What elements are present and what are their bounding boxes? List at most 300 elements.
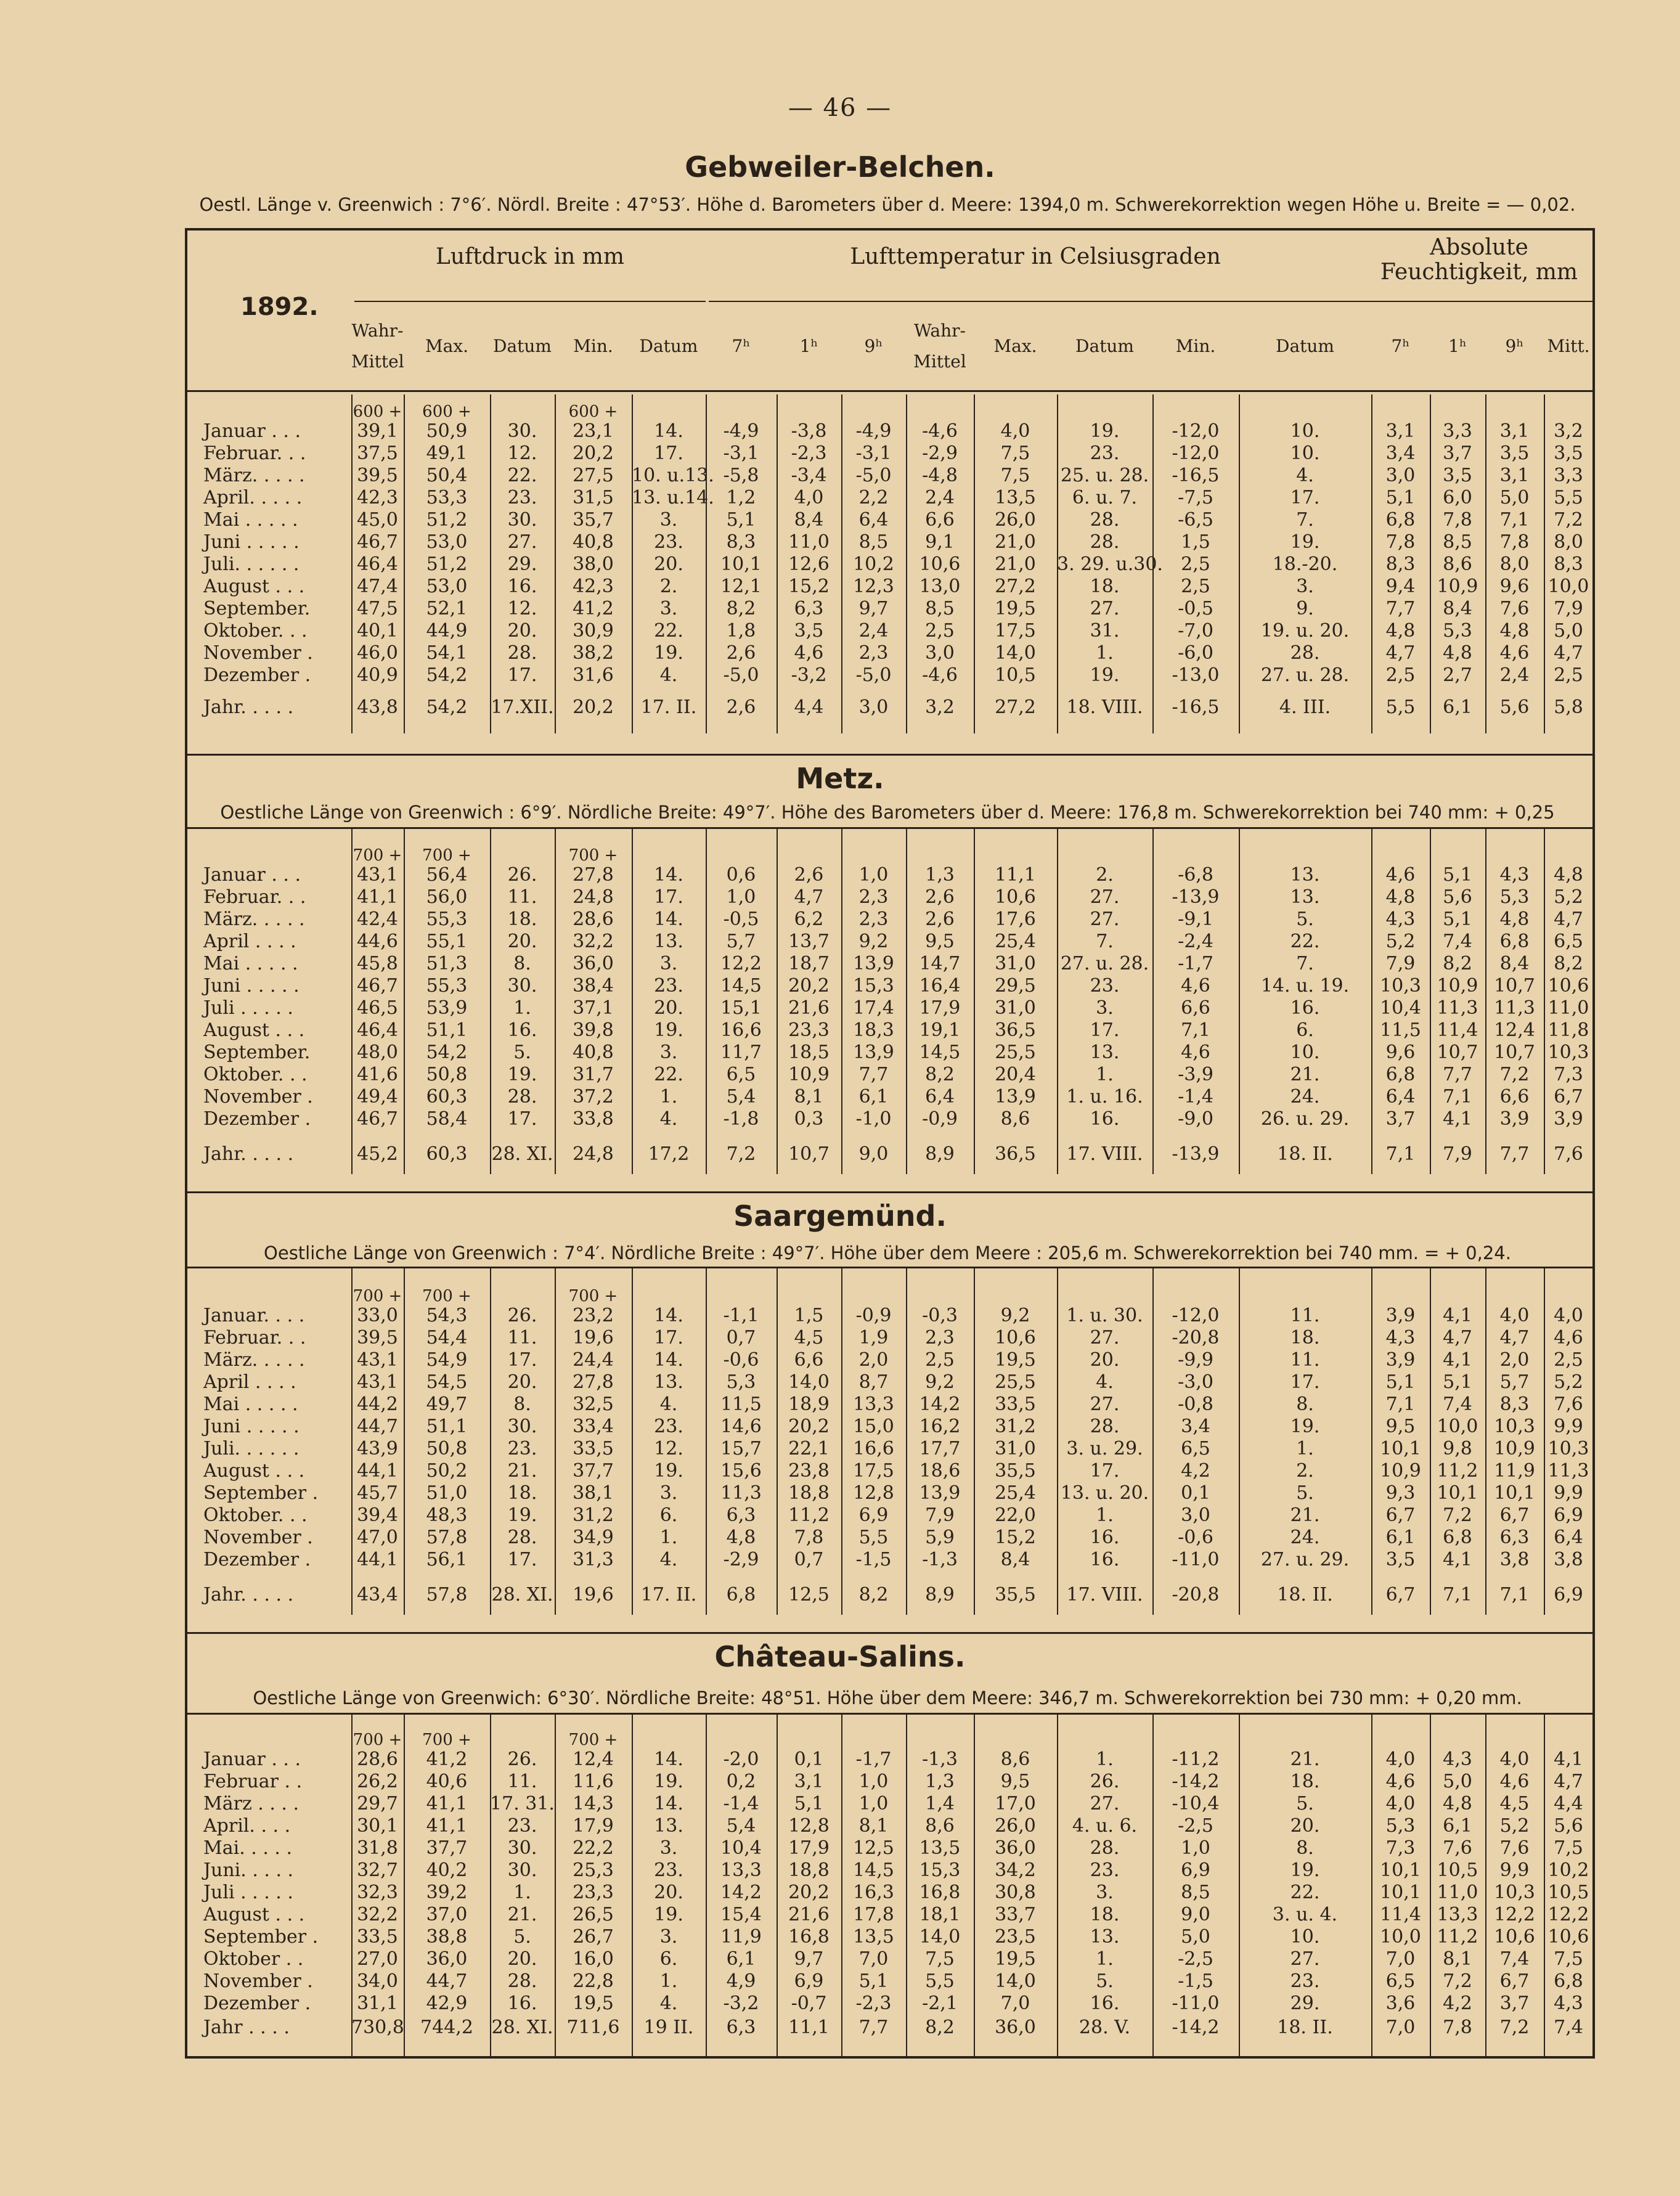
col-header-wahr-2: Mittel — [913, 351, 966, 372]
data-cell: 19,6 — [573, 1327, 614, 1349]
data-cell: 5. — [1096, 1970, 1114, 1992]
data-cell: 2,7 — [1443, 664, 1472, 686]
header-group-rule — [1365, 301, 1593, 302]
data-cell: 8,3 — [726, 531, 756, 553]
data-cell: -0,6 — [1178, 1527, 1213, 1548]
data-cell: 40,6 — [426, 1771, 468, 1792]
data-cell: 16,0 — [573, 1948, 614, 1970]
data-cell: 13. — [654, 931, 683, 952]
data-cell: 7,7 — [1443, 1064, 1472, 1085]
data-cell: 4,7 — [1385, 642, 1416, 664]
year-total-cell: 4,4 — [794, 696, 824, 718]
data-cell: 17. — [507, 1108, 537, 1130]
data-cell: 11. — [507, 886, 537, 908]
data-cell: 18. — [1090, 576, 1120, 597]
station-title: Château-Salins. — [714, 1640, 966, 1673]
data-cell: 6,1 — [1385, 1527, 1416, 1548]
month-label: August . . . — [203, 1460, 305, 1482]
data-cell: 15,2 — [788, 576, 830, 597]
header-temperature: Lufttemperatur in Celsiusgraden — [850, 244, 1221, 269]
data-cell: 17,4 — [853, 997, 894, 1019]
year-total-cell: 7,7 — [858, 2017, 889, 2038]
data-cell: 9,9 — [1554, 1482, 1583, 1504]
data-cell: 12,4 — [1494, 1019, 1535, 1041]
data-cell: 9,5 — [1000, 1771, 1030, 1792]
month-label: Mai . . . . . — [203, 953, 298, 974]
data-cell: -2,9 — [922, 443, 958, 464]
data-cell: -2,3 — [791, 443, 827, 464]
data-cell: 20. — [507, 1948, 537, 1970]
data-cell: 46,0 — [357, 642, 398, 664]
data-cell: 4,0 — [1499, 1749, 1530, 1770]
data-cell: 15,4 — [720, 1904, 762, 1925]
data-cell: -1,3 — [922, 1749, 958, 1770]
data-cell: 27. u. 28. — [1260, 664, 1350, 686]
data-cell: 14. — [654, 908, 683, 930]
data-cell: 3,7 — [1385, 1108, 1416, 1130]
data-cell: 44,7 — [426, 1970, 468, 1992]
data-cell: 1,5 — [1181, 531, 1210, 553]
data-cell: 13. — [654, 1371, 683, 1393]
data-cell: 13,9 — [919, 1482, 961, 1504]
data-cell: 8,6 — [1000, 1749, 1030, 1770]
data-cell: 8,4 — [794, 509, 824, 531]
data-cell: 31,7 — [573, 1064, 614, 1085]
data-cell: 16. — [507, 1019, 537, 1041]
year-total-cell: 17. II. — [640, 1584, 697, 1606]
data-cell: 4,2 — [1443, 1993, 1472, 2014]
data-cell: 23,3 — [788, 1019, 830, 1041]
data-cell: 54,1 — [426, 642, 468, 664]
data-cell: 10,3 — [1494, 1882, 1535, 1903]
month-label: Dezember . — [203, 1993, 311, 2014]
year-total-cell: 744,2 — [420, 2017, 473, 2038]
data-cell: 6,6 — [925, 509, 955, 531]
data-cell: 8,1 — [1443, 1948, 1472, 1970]
data-cell: 30,9 — [573, 620, 614, 642]
data-cell: 36,5 — [995, 1019, 1036, 1041]
data-cell: 5,1 — [794, 1793, 824, 1814]
data-cell: 1. — [659, 1086, 678, 1108]
month-label: Oktober. . . — [203, 1504, 308, 1526]
data-cell: 51,0 — [426, 1482, 468, 1504]
data-cell: 1,3 — [925, 864, 955, 886]
pressure-base-label: 700 + — [422, 1287, 471, 1305]
data-cell: 8,4 — [1499, 953, 1530, 974]
data-cell: 1. u. 30. — [1066, 1305, 1143, 1326]
year-total-cell: 7,1 — [1443, 1584, 1472, 1606]
data-cell: 10,1 — [720, 553, 762, 575]
data-cell: 16,6 — [720, 1019, 762, 1041]
month-label: September . — [203, 1926, 319, 1948]
pressure-base-label: 700 + — [422, 1731, 471, 1749]
data-cell: 5,6 — [1554, 1815, 1583, 1837]
year-total-cell: 7,9 — [1443, 1143, 1472, 1165]
data-cell: 50,4 — [426, 465, 468, 486]
data-cell: 17. 31. — [490, 1793, 555, 1814]
data-cell: 4,3 — [1385, 1327, 1416, 1349]
data-cell: 6,5 — [1181, 1438, 1210, 1459]
data-cell: 3,5 — [1385, 1549, 1416, 1570]
data-cell: 45,0 — [357, 509, 398, 531]
data-cell: -20,8 — [1172, 1327, 1220, 1349]
data-cell: 11,6 — [573, 1771, 614, 1792]
data-cell: 28. — [1290, 642, 1320, 664]
data-cell: 9,4 — [1385, 576, 1416, 597]
month-label: Februar. . . — [203, 886, 306, 908]
data-cell: 11,0 — [788, 531, 830, 553]
data-cell: 2,3 — [858, 886, 889, 908]
data-cell: 10,7 — [1437, 1042, 1478, 1063]
data-cell: 5,3 — [726, 1371, 756, 1393]
data-cell: 8,6 — [1000, 1108, 1030, 1130]
data-cell: 46,4 — [357, 553, 398, 575]
data-cell: 2,6 — [726, 642, 756, 664]
data-cell: 26,0 — [995, 509, 1036, 531]
data-cell: 10. u.13. — [632, 465, 714, 486]
year-total-cell: -16,5 — [1172, 696, 1220, 718]
data-cell: 1,8 — [726, 620, 756, 642]
data-cell: 30. — [507, 975, 537, 997]
data-cell: 36,0 — [995, 1837, 1036, 1859]
data-cell: -0,9 — [855, 1305, 892, 1326]
col-header-datum: Datum — [1075, 336, 1134, 356]
year-label: 1892. — [240, 293, 319, 321]
data-cell: 3. — [1296, 576, 1314, 597]
data-cell: 12,1 — [720, 576, 762, 597]
month-label: Juli . . . . . — [203, 997, 293, 1019]
data-cell: 8,1 — [794, 1086, 824, 1108]
data-cell: 5,2 — [1499, 1815, 1530, 1837]
data-cell: 6,8 — [1385, 509, 1416, 531]
data-cell: 15,3 — [853, 975, 894, 997]
data-cell: 30. — [507, 1416, 537, 1437]
data-cell: 10,9 — [1494, 1438, 1535, 1459]
data-cell: 9,7 — [794, 1948, 824, 1970]
year-row-label: Jahr. . . . . — [203, 696, 294, 718]
data-cell: 6. — [659, 1948, 678, 1970]
data-cell: 14,6 — [720, 1416, 762, 1437]
year-total-cell: 7,8 — [1443, 2017, 1472, 2038]
data-cell: 46,7 — [357, 1108, 398, 1130]
data-cell: 16,3 — [853, 1882, 894, 1903]
data-cell: 11,3 — [1547, 1460, 1589, 1482]
year-total-cell: 711,6 — [566, 2017, 620, 2038]
data-cell: 5,0 — [1554, 620, 1583, 642]
data-cell: 4. — [1096, 1371, 1114, 1393]
data-cell: 3,6 — [1385, 1993, 1416, 2014]
data-cell: 38,4 — [573, 975, 614, 997]
data-cell: 5,5 — [925, 1970, 955, 1992]
data-cell: -5,0 — [855, 664, 892, 686]
data-cell: 21. — [507, 1904, 537, 1925]
data-cell: 31,8 — [357, 1837, 398, 1859]
data-cell: 3,1 — [1499, 420, 1530, 442]
data-cell: 42,9 — [426, 1993, 468, 2014]
data-cell: 18. — [1090, 1904, 1120, 1925]
data-cell: -1,1 — [723, 1305, 759, 1326]
data-cell: 4,6 — [1181, 975, 1210, 997]
data-cell: 17,8 — [853, 1904, 894, 1925]
data-cell: 13,0 — [919, 576, 961, 597]
data-cell: 6,9 — [794, 1970, 824, 1992]
data-cell: 6,3 — [1499, 1527, 1530, 1548]
data-cell: 17. — [507, 664, 537, 686]
year-total-cell: 28. XI. — [491, 1584, 553, 1606]
data-cell: 0,1 — [794, 1749, 824, 1770]
data-cell: 3,4 — [1385, 443, 1416, 464]
data-cell: 36,0 — [426, 1948, 468, 1970]
data-cell: 11. — [1290, 1305, 1320, 1326]
pressure-base-label: 700 + — [568, 1731, 618, 1749]
data-cell: 20. — [507, 931, 537, 952]
data-cell: 5,3 — [1385, 1815, 1416, 1837]
data-cell: 13,3 — [720, 1859, 762, 1881]
data-cell: 3. — [1096, 1882, 1114, 1903]
data-cell: 44,1 — [357, 1549, 398, 1570]
data-cell: 21,6 — [788, 997, 830, 1019]
page-number: — 46 — — [788, 94, 892, 122]
year-total-cell: 19,6 — [573, 1584, 614, 1606]
pressure-base-label: 600 + — [568, 402, 618, 421]
data-cell: 12,4 — [573, 1749, 614, 1770]
data-cell: 7,9 — [925, 1504, 955, 1526]
data-cell: -1,5 — [1178, 1970, 1213, 1992]
data-cell: 9,2 — [858, 931, 889, 952]
data-cell: 22,8 — [573, 1970, 614, 1992]
data-cell: 8. — [513, 1394, 531, 1415]
data-cell: 11,8 — [1547, 1019, 1589, 1041]
year-total-cell: 17. VIII. — [1066, 1143, 1143, 1165]
data-cell: 13,9 — [995, 1086, 1036, 1108]
data-cell: 16,4 — [919, 975, 961, 997]
month-label: Januar . . . — [203, 420, 301, 442]
data-cell: 10,0 — [1547, 576, 1589, 597]
data-cell: 9,7 — [858, 598, 889, 619]
month-label: März. . . . . — [203, 1349, 305, 1371]
data-cell: 1,0 — [858, 1793, 889, 1814]
data-cell: 24. — [1290, 1086, 1320, 1108]
data-cell: 3. — [659, 509, 678, 531]
data-cell: 1,4 — [925, 1793, 955, 1814]
data-cell: 17,5 — [995, 620, 1036, 642]
data-cell: 4,7 — [794, 886, 824, 908]
data-cell: 10,1 — [1437, 1482, 1478, 1504]
data-cell: 5. — [513, 1926, 531, 1948]
year-total-cell: 18. VIII. — [1066, 696, 1143, 718]
data-cell: 6,3 — [794, 598, 824, 619]
data-cell: 26. — [507, 864, 537, 886]
data-cell: 21,6 — [788, 1904, 830, 1925]
data-cell: -7,0 — [1178, 620, 1213, 642]
data-cell: 1. u. 16. — [1066, 1086, 1143, 1108]
data-cell: 5,7 — [726, 931, 756, 952]
data-cell: 30. — [507, 509, 537, 531]
data-cell: 58,4 — [426, 1108, 468, 1130]
col-header-datum: Datum — [1276, 336, 1334, 356]
data-cell: 14,3 — [573, 1793, 614, 1814]
data-cell: 13. — [1290, 864, 1320, 886]
data-cell: 38,0 — [573, 553, 614, 575]
data-cell: 10,1 — [1380, 1882, 1421, 1903]
data-cell: 8,6 — [925, 1815, 955, 1837]
data-cell: -1,4 — [1178, 1086, 1213, 1108]
data-cell: 16. — [507, 576, 537, 597]
data-cell: 4. — [1296, 465, 1314, 486]
data-cell: 4. — [659, 1993, 678, 2014]
data-cell: 53,3 — [426, 487, 468, 508]
data-cell: 19. — [654, 1019, 683, 1041]
data-cell: 18,5 — [788, 1042, 830, 1063]
data-cell: 4,4 — [1554, 1793, 1583, 1814]
data-cell: 14,7 — [919, 953, 961, 974]
section-rule — [185, 827, 1595, 829]
data-cell: -2,9 — [723, 1549, 759, 1570]
month-label: August . . . — [203, 576, 305, 597]
data-cell: 10,6 — [995, 1327, 1036, 1349]
data-cell: 46,7 — [357, 975, 398, 997]
year-total-cell: 10,7 — [788, 1143, 830, 1165]
data-cell: 6,5 — [726, 1064, 756, 1085]
col-header-h7: 7ʰ — [1391, 336, 1410, 356]
data-cell: 3,8 — [1554, 1549, 1583, 1570]
data-cell: 4,0 — [1499, 1305, 1530, 1326]
year-total-cell: 11,1 — [788, 2017, 830, 2038]
data-cell: 4,7 — [1443, 1327, 1472, 1349]
data-cell: 8,0 — [1499, 553, 1530, 575]
year-row-label: Jahr . . . . — [203, 2017, 290, 2038]
year-total-cell: 730,8 — [351, 2017, 404, 2038]
data-cell: 6,1 — [858, 1086, 889, 1108]
data-cell: 4. u. 6. — [1072, 1815, 1138, 1837]
month-label: September. — [203, 598, 311, 619]
data-cell: 55,3 — [426, 908, 468, 930]
data-cell: 8,5 — [1181, 1882, 1210, 1903]
data-cell: 3. — [659, 1926, 678, 1948]
data-cell: 19. — [654, 642, 683, 664]
data-cell: 1,0 — [726, 886, 756, 908]
data-cell: 35,7 — [573, 509, 614, 531]
data-cell: 6,6 — [1499, 1086, 1530, 1108]
data-cell: 6. u. 7. — [1072, 487, 1138, 508]
data-cell: 3,7 — [1499, 1993, 1530, 2014]
data-cell: 3. — [659, 598, 678, 619]
month-label: Juli . . . . . — [203, 1882, 293, 1903]
data-cell: -10,4 — [1172, 1793, 1220, 1814]
month-label: Februar . . — [203, 1771, 303, 1792]
year-total-cell: 60,3 — [426, 1143, 468, 1165]
data-cell: 7,0 — [858, 1948, 889, 1970]
data-cell: 2,5 — [1554, 1349, 1583, 1371]
data-cell: -0,3 — [922, 1305, 958, 1326]
data-cell: 19. — [507, 1064, 537, 1085]
data-cell: 4,1 — [1443, 1108, 1472, 1130]
data-cell: 5,1 — [726, 509, 756, 531]
data-cell: 39,5 — [357, 465, 398, 486]
month-label: August . . . — [203, 1904, 305, 1925]
data-cell: 2,3 — [925, 1327, 955, 1349]
year-total-cell: 18. II. — [1277, 1143, 1333, 1165]
data-cell: 4,8 — [1385, 620, 1416, 642]
data-cell: 41,2 — [573, 598, 614, 619]
data-cell: 14. — [654, 1305, 683, 1326]
data-cell: 55,3 — [426, 975, 468, 997]
data-cell: 51,2 — [426, 553, 468, 575]
year-total-cell: 7,1 — [1385, 1143, 1416, 1165]
data-cell: -2,3 — [855, 1993, 892, 2014]
data-cell: 55,1 — [426, 931, 468, 952]
data-cell: 12. — [507, 598, 537, 619]
data-cell: 2,2 — [858, 487, 889, 508]
data-cell: 47,0 — [357, 1527, 398, 1548]
data-cell: 10,2 — [1547, 1859, 1589, 1881]
data-cell: 28. — [1090, 509, 1120, 531]
data-cell: -6,5 — [1178, 509, 1213, 531]
data-cell: 3,9 — [1499, 1108, 1530, 1130]
data-cell: 23,8 — [788, 1460, 830, 1482]
data-cell: 9,2 — [925, 1371, 955, 1393]
data-cell: 9,2 — [1000, 1305, 1030, 1326]
data-cell: 46,5 — [357, 997, 398, 1019]
data-cell: 1,3 — [925, 1771, 955, 1792]
data-cell: 1. — [1096, 1948, 1114, 1970]
data-cell: 4,2 — [1181, 1460, 1210, 1482]
data-cell: 7,1 — [1385, 1394, 1416, 1415]
data-cell: 31,1 — [357, 1993, 398, 2014]
data-cell: 32,2 — [573, 931, 614, 952]
data-cell: 40,8 — [573, 1042, 614, 1063]
data-cell: 24. — [1290, 1527, 1320, 1548]
data-cell: 1. — [1096, 1064, 1114, 1085]
data-cell: -2,4 — [1178, 931, 1213, 952]
data-cell: 27,8 — [573, 864, 614, 886]
data-cell: 5,1 — [1443, 864, 1472, 886]
data-cell: 4,6 — [794, 642, 824, 664]
data-cell: -9,1 — [1178, 908, 1213, 930]
data-cell: 23,1 — [573, 420, 614, 442]
data-cell: 4,5 — [1499, 1793, 1530, 1814]
data-cell: 52,1 — [426, 598, 468, 619]
data-cell: 5,2 — [1554, 886, 1583, 908]
data-cell: 18,8 — [788, 1482, 830, 1504]
data-cell: 6,9 — [858, 1504, 889, 1526]
year-total-cell: 43,4 — [357, 1584, 398, 1606]
data-cell: 1,0 — [1181, 1837, 1210, 1859]
data-cell: -5,0 — [855, 465, 892, 486]
data-cell: 10. — [1290, 420, 1320, 442]
data-cell: 7,1 — [1443, 1086, 1472, 1108]
data-cell: 4,3 — [1443, 1749, 1472, 1770]
data-cell: 33,7 — [995, 1904, 1036, 1925]
data-cell: 9,6 — [1385, 1042, 1416, 1063]
data-cell: 3. — [659, 953, 678, 974]
data-cell: 51,1 — [426, 1019, 468, 1041]
month-label: Oktober. . . — [203, 1064, 308, 1085]
data-cell: 27. — [1090, 1327, 1120, 1349]
data-cell: 6,5 — [1554, 931, 1583, 952]
data-cell: -4,6 — [922, 664, 958, 686]
data-cell: 4,1 — [1443, 1349, 1472, 1371]
data-cell: 7,9 — [1554, 598, 1583, 619]
data-cell: 23. — [654, 975, 683, 997]
data-cell: 4,1 — [1554, 1749, 1583, 1770]
station-subtitle: Oestl. Länge v. Greenwich : 7°6′. Nördl. Breite : 47°53′. Höhe d. Barometers über d. Meere: 1394,0 m. Schwerekorrektion wegen Höhe u. Breite = — 0,02. — [199, 194, 1576, 215]
data-cell: 28. — [1090, 1837, 1120, 1859]
data-cell: 10,1 — [1494, 1482, 1535, 1504]
data-cell: 15,7 — [720, 1438, 762, 1459]
data-cell: 54,2 — [426, 664, 468, 686]
data-cell: 3. — [659, 1042, 678, 1063]
